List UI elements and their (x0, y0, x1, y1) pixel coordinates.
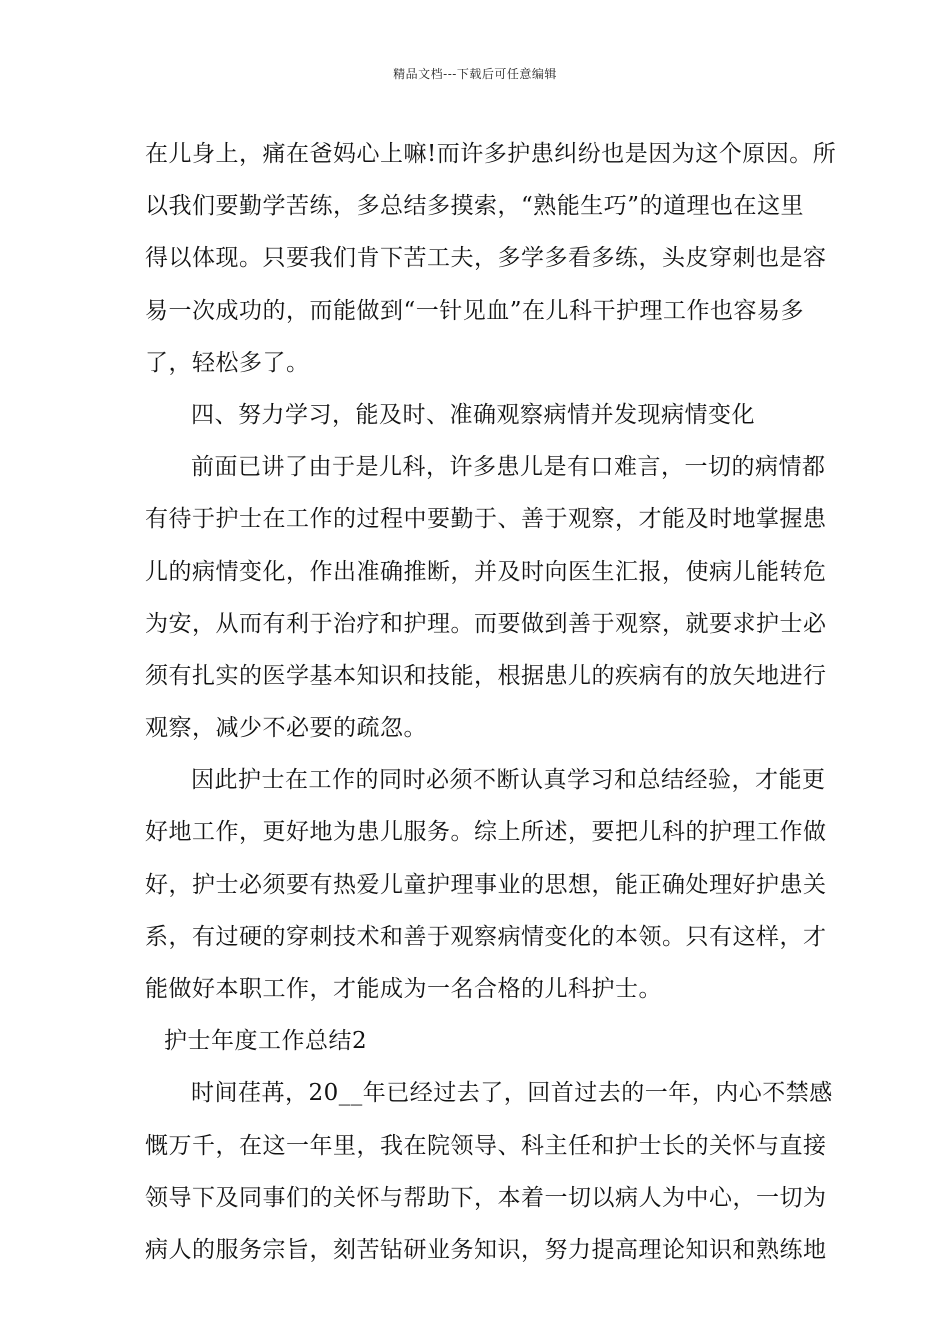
text-line: 时间荏苒，20__年已经过去了，回首过去的一年，内心不禁感 (191, 1080, 833, 1107)
text-line: 前面已讲了由于是儿科，许多患儿是有口难言，一切的病情都 (191, 454, 826, 481)
text-line: 因此护士在工作的同时必须不断认真学习和总结经验，才能更 (191, 767, 826, 794)
text-line: 慨万千，在这一年里，我在院领导、科主任和护士长的关怀与直接 (145, 1132, 827, 1159)
text-line: 儿的病情变化，作出准确推断，并及时向医生汇报，使病儿能转危 (145, 558, 827, 585)
document-title: 护士年度工作总结2 (164, 1028, 368, 1055)
page-header: 精品文档---下载后可任意编辑 (393, 67, 557, 81)
text-line: 能做好本职工作，才能成为一名合格的儿科护士。 (145, 976, 662, 1002)
text-line: 得以体现。只要我们肯下苦工夫，多学多看多练，头皮穿刺也是容 (145, 245, 827, 272)
section-heading: 四、努力学习，能及时、准确观察病情并发现病情变化 (191, 401, 755, 428)
text-line: 在儿身上，痛在爸妈心上嘛!而许多护患纠纷也是因为这个原因。所 (145, 141, 837, 167)
text-line: 了，轻松多了。 (145, 349, 310, 376)
text-line: 须有扎实的医学基本知识和技能，根据患儿的疾病有的放矢地进行 (145, 662, 827, 689)
text-line: 领导下及同事们的关怀与帮助下，本着一切以病人为中心，一切为 (145, 1184, 827, 1211)
text-line: 病人的服务宗旨，刻苦钻研业务知识，努力提高理论知识和熟练地 (145, 1236, 827, 1263)
text-line: 为安，从而有利于治疗和护理。而要做到善于观察，就要求护士必 (145, 610, 827, 637)
document-body (145, 128, 837, 1276)
text-line: 好地工作，更好地为患儿服务。综上所述，要把儿科的护理工作做 (145, 819, 827, 846)
text-line: 观察，减少不必要的疏忽。 (145, 715, 427, 742)
text-line: 易一次成功的，而能做到“一针见血”在儿科干护理工作也容易多 (145, 297, 805, 324)
text-line: 系，有过硬的穿刺技术和善于观察病情变化的本领。只有这样，才 (145, 923, 827, 950)
text-line: 以我们要勤学苦练，多总结多摸索，“熟能生巧”的道理也在这里 (145, 193, 805, 220)
text-line: 好，护士必须要有热爱儿童护理事业的思想，能正确处理好护患关 (145, 871, 827, 898)
text-line: 有待于护士在工作的过程中要勤于、善于观察，才能及时地掌握患 (145, 506, 827, 533)
